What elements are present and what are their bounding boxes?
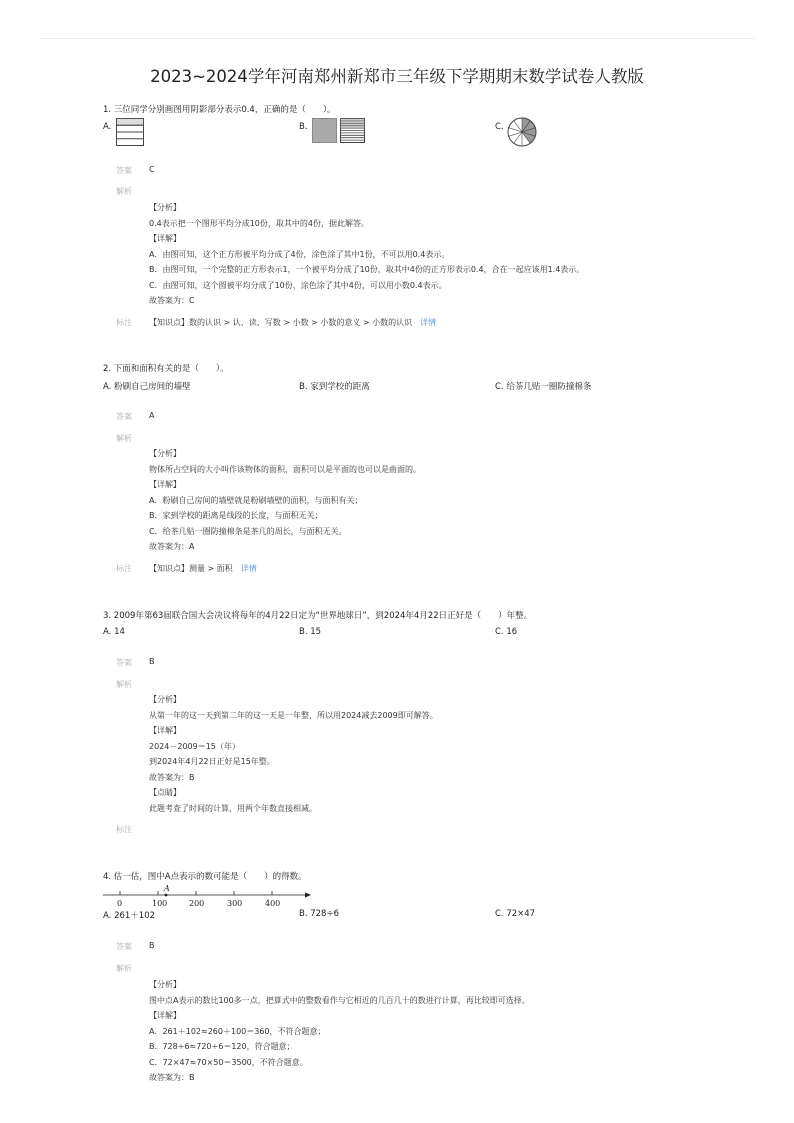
tick-label-400: 400 — [265, 899, 281, 908]
option-b[interactable]: B. 728÷6 — [299, 909, 339, 919]
header-divider — [40, 38, 754, 39]
option-b[interactable]: B. 家到学校的距离 — [299, 382, 370, 392]
answer-label: 答案 — [116, 658, 132, 667]
note-label: 标注 — [116, 318, 132, 327]
answer-value: C — [149, 165, 155, 174]
option-b[interactable]: B. — [299, 122, 308, 132]
option-c[interactable]: C. 给茶几贴一圈防撞棉条 — [495, 382, 592, 392]
tick-label-300: 300 — [227, 899, 243, 908]
option-c[interactable]: C. 16 — [495, 627, 518, 637]
point-a-label: A — [164, 884, 170, 893]
question-3 — [103, 610, 703, 641]
question-stem: 3. 2009年第63届联合国大会决议将每年的4月22日定为“世界地球日”，到2024年4月22日正好是（ ）年整。 — [103, 611, 533, 621]
knowledge-point: 【知识点】测量 > 面积 详情 — [149, 564, 257, 573]
tick-label-0: 0 — [117, 899, 123, 908]
answer-label: 答案 — [116, 942, 132, 951]
question-1 — [103, 104, 703, 152]
figure-c-circle — [507, 117, 537, 147]
question-stem: 2. 下面和面积有关的是（ ）。 — [103, 364, 229, 374]
tick-label-100: 100 — [152, 899, 168, 908]
answer-value: B — [149, 657, 155, 666]
option-a[interactable]: A. 粉刷自己房间的墙壁 — [103, 382, 191, 392]
question-stem: 1. 三位同学分别画图用阴影部分表示0.4，正确的是（ ）。 — [103, 105, 336, 115]
answer-label: 答案 — [116, 412, 132, 421]
figure-a-square — [116, 118, 144, 146]
option-a[interactable]: A. — [103, 122, 111, 132]
analysis-label: 解析 — [116, 964, 132, 973]
point-a — [165, 894, 168, 897]
analysis-block: 【分析】 物体所占空间的大小叫作该物体的面积，面积可以是平面的也可以是曲面的。 【详解】 A．粉刷自己房间的墙壁就是粉刷墙壁的面积，与面积有关； B．家到学校的距离是线段的长度，与面积无关； C．给茶几贴一圈防撞棉条是茶几的周长，与面积无关。 故答案为：A — [149, 449, 421, 551]
analysis-block: 【分析】 0.4表示把一个图形平均分成10份，取其中的4份，据此解答。 【详解】 A．由图可知，这个正方形被平均分成了4份，涂色涂了其中1份，不可以用0.4表示。 B．由图可知，一个完整的正方形表示1，一个被平均分成了10份，取其中4份的正方形表示0.4，合在一起应该用1.4表示。 C．由图可知，这个圆被平均分成了10份，涂色涂了其中4份，可以用小数0.4表示。 故答案为：C — [149, 203, 585, 305]
figure-b-squares — [312, 118, 368, 146]
note-label: 标注 — [116, 564, 132, 573]
analysis-block: 【分析】 从第一年的这一天到第二年的这一天是一年整，所以用2024减去2009即可解答。 【详解】 2024－2009＝15（年） 到2024年4月22日正好是15年整。 故答案为：B 【点睛】 此题考查了时间的计算，用两个年数直接相减。 — [149, 695, 438, 813]
option-a[interactable]: A. 14 — [103, 627, 125, 637]
page-title: 2023~2024学年河南郑州新郑市三年级下学期期末数学试卷人教版 — [150, 67, 644, 86]
analysis-block: 【分析】 图中点A表示的数比100多一点，把算式中的整数看作与它相近的几百几十的数进行计算，再比较即可选择。 【详解】 A．261＋102≈260＋100＝360，不符合题意； B．728÷6≈720÷6＝120，符合题意； C．72×47≈70×50＝3500，不符合题意。 故答案为：B — [149, 980, 530, 1082]
note-label: 标注 — [116, 825, 132, 834]
option-c[interactable]: C. — [495, 122, 504, 132]
option-a[interactable]: A. 261＋102 — [103, 911, 156, 921]
question-stem: 4. 估一估，图中A点表示的数可能是（ ）的得数。 — [103, 872, 307, 882]
answer-label: 答案 — [116, 166, 132, 175]
answer-value: A — [149, 411, 155, 420]
detail-link[interactable]: 详情 — [420, 318, 437, 327]
detail-link[interactable]: 详情 — [240, 564, 257, 573]
option-b[interactable]: B. 15 — [299, 627, 322, 637]
question-4 — [103, 871, 703, 921]
analysis-label: 解析 — [116, 434, 132, 443]
analysis-label: 解析 — [116, 680, 132, 689]
analysis-label: 解析 — [116, 187, 132, 196]
question-2 — [103, 363, 703, 394]
option-c[interactable]: C. 72×47 — [495, 909, 536, 919]
tick-label-200: 200 — [189, 899, 205, 908]
number-line — [103, 883, 323, 911]
knowledge-point: 【知识点】数的认识 > 认、读、写数 > 小数 > 小数的意义 > 小数的认识 详情 — [149, 318, 437, 327]
answer-value: B — [149, 941, 155, 950]
